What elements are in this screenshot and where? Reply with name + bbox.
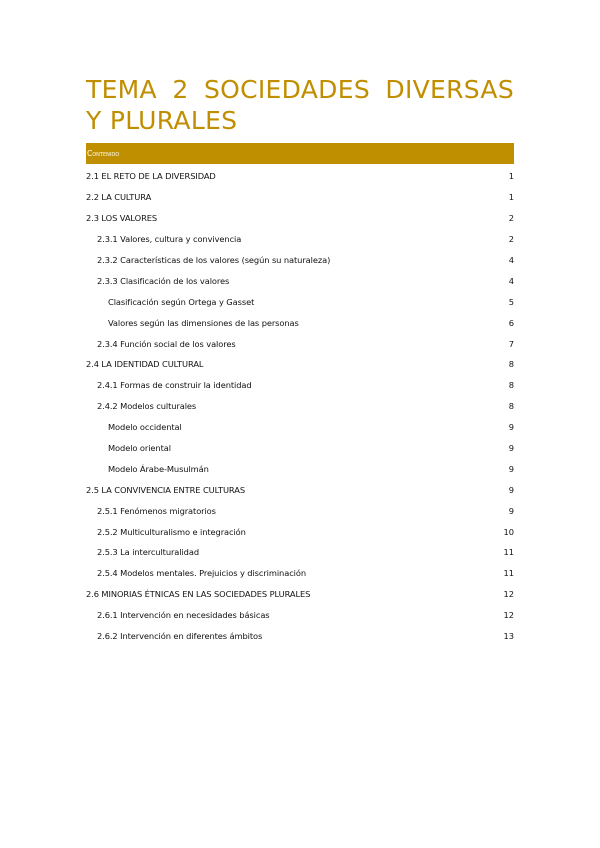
- toc-entry-label: 2.6.1 Intervención en necesidades básicas: [97, 610, 270, 621]
- toc-entry[interactable]: [86, 354, 514, 375]
- toc-header: Contenido: [86, 143, 514, 164]
- toc-entry-label: Modelo oriental: [108, 443, 171, 454]
- toc-entry[interactable]: [86, 312, 514, 333]
- toc-entry-page-number: 8: [508, 380, 514, 391]
- toc-entry[interactable]: [86, 542, 514, 563]
- toc-entry[interactable]: [86, 250, 514, 271]
- toc-entry-page-number: 1: [508, 171, 514, 182]
- toc-entry-page-number: 11: [503, 547, 514, 558]
- toc-entry[interactable]: [86, 605, 514, 626]
- toc-entry-label: 2.3 LOS VALORES: [86, 213, 158, 224]
- toc-entry-page-number: 6: [508, 317, 514, 328]
- toc-entry-label: 2.6.2 Intervención en diferentes ámbitos: [97, 631, 263, 642]
- toc-entry-page-number: 2: [508, 234, 514, 245]
- toc-entry[interactable]: [86, 626, 514, 647]
- toc-entry[interactable]: [86, 396, 514, 417]
- toc-entry-label: 2.5.2 Multiculturalismo e integración: [97, 526, 246, 537]
- toc-entry-page-number: 8: [508, 359, 514, 370]
- toc-entry-page-number: 7: [508, 338, 514, 349]
- toc-entry-page-number: 12: [503, 610, 514, 621]
- toc-entry[interactable]: [86, 458, 514, 479]
- toc-entry[interactable]: [86, 166, 514, 187]
- toc-entry-page-number: 10: [503, 526, 514, 537]
- toc-entry[interactable]: [86, 521, 514, 542]
- table-of-contents: [86, 166, 514, 646]
- toc-entry-label: Modelo occidental: [108, 422, 182, 433]
- toc-entry-label: 2.3.4 Función social de los valores: [97, 338, 236, 349]
- page-title: TEMA 2 SOCIEDADES DIVERSAS Y PLURALES: [86, 75, 514, 135]
- toc-entry-page-number: 9: [508, 422, 514, 433]
- toc-entry-page-number: 9: [508, 484, 514, 495]
- toc-entry-label: Valores según las dimensiones de las personas: [108, 317, 299, 328]
- toc-entry-page-number: 9: [508, 443, 514, 454]
- toc-entry-label: 2.2 LA CULTURA: [86, 192, 152, 203]
- toc-entry[interactable]: [86, 375, 514, 396]
- toc-entry[interactable]: [86, 333, 514, 354]
- toc-entry[interactable]: [86, 584, 514, 605]
- toc-entry-page-number: 9: [508, 505, 514, 516]
- toc-entry-label: 2.4 LA IDENTIDAD CULTURAL: [86, 359, 204, 370]
- toc-entry[interactable]: [86, 479, 514, 500]
- toc-entry-page-number: 8: [508, 401, 514, 412]
- toc-entry-label: 2.3.2 Características de los valores (según su naturaleza): [97, 255, 331, 265]
- toc-entry-page-number: 4: [508, 255, 514, 265]
- toc-entry-label: 2.5.3 La interculturalidad: [97, 547, 200, 558]
- toc-entry[interactable]: [86, 291, 514, 312]
- toc-entry[interactable]: [86, 208, 514, 229]
- toc-entry[interactable]: [86, 563, 514, 584]
- toc-entry-page-number: 2: [508, 213, 514, 224]
- toc-entry[interactable]: [86, 500, 514, 521]
- toc-entry-page-number: 5: [508, 296, 514, 307]
- toc-entry-label: Modelo Árabe-Musulmán: [108, 463, 209, 474]
- toc-entry-page-number: 12: [503, 589, 514, 600]
- toc-entry[interactable]: [86, 270, 514, 291]
- toc-entry-page-number: 9: [508, 463, 514, 474]
- toc-entry-label: 2.3.1 Valores, cultura y convivencia: [97, 234, 242, 245]
- toc-entry-label: 2.6 MINORIAS ÉTNICAS EN LAS SOCIEDADES PLURALES: [86, 589, 311, 600]
- toc-entry[interactable]: [86, 417, 514, 438]
- toc-entry-label: 2.4.1 Formas de construir la identidad: [97, 380, 252, 391]
- toc-entry-label: 2.3.3 Clasificación de los valores: [97, 275, 230, 286]
- toc-entry-page-number: 4: [508, 275, 514, 286]
- toc-entry[interactable]: [86, 438, 514, 459]
- toc-entry-label: Clasificación según Ortega y Gasset: [108, 296, 255, 307]
- toc-entry-label: 2.4.2 Modelos culturales: [97, 401, 197, 412]
- toc-entry-label: 2.5.1 Fenómenos migratorios: [97, 505, 216, 516]
- toc-entry-page-number: 11: [503, 568, 514, 579]
- toc-entry[interactable]: [86, 229, 514, 250]
- toc-entry-label: 2.5 LA CONVIVENCIA ENTRE CULTURAS: [86, 484, 246, 495]
- toc-entry-label: 2.5.4 Modelos mentales. Prejuicios y discriminación: [97, 568, 306, 579]
- toc-entry-page-number: 1: [508, 192, 514, 203]
- toc-entry[interactable]: [86, 187, 514, 208]
- toc-entry-page-number: 13: [503, 631, 514, 642]
- toc-entry-label: 2.1 EL RETO DE LA DIVERSIDAD: [86, 171, 216, 182]
